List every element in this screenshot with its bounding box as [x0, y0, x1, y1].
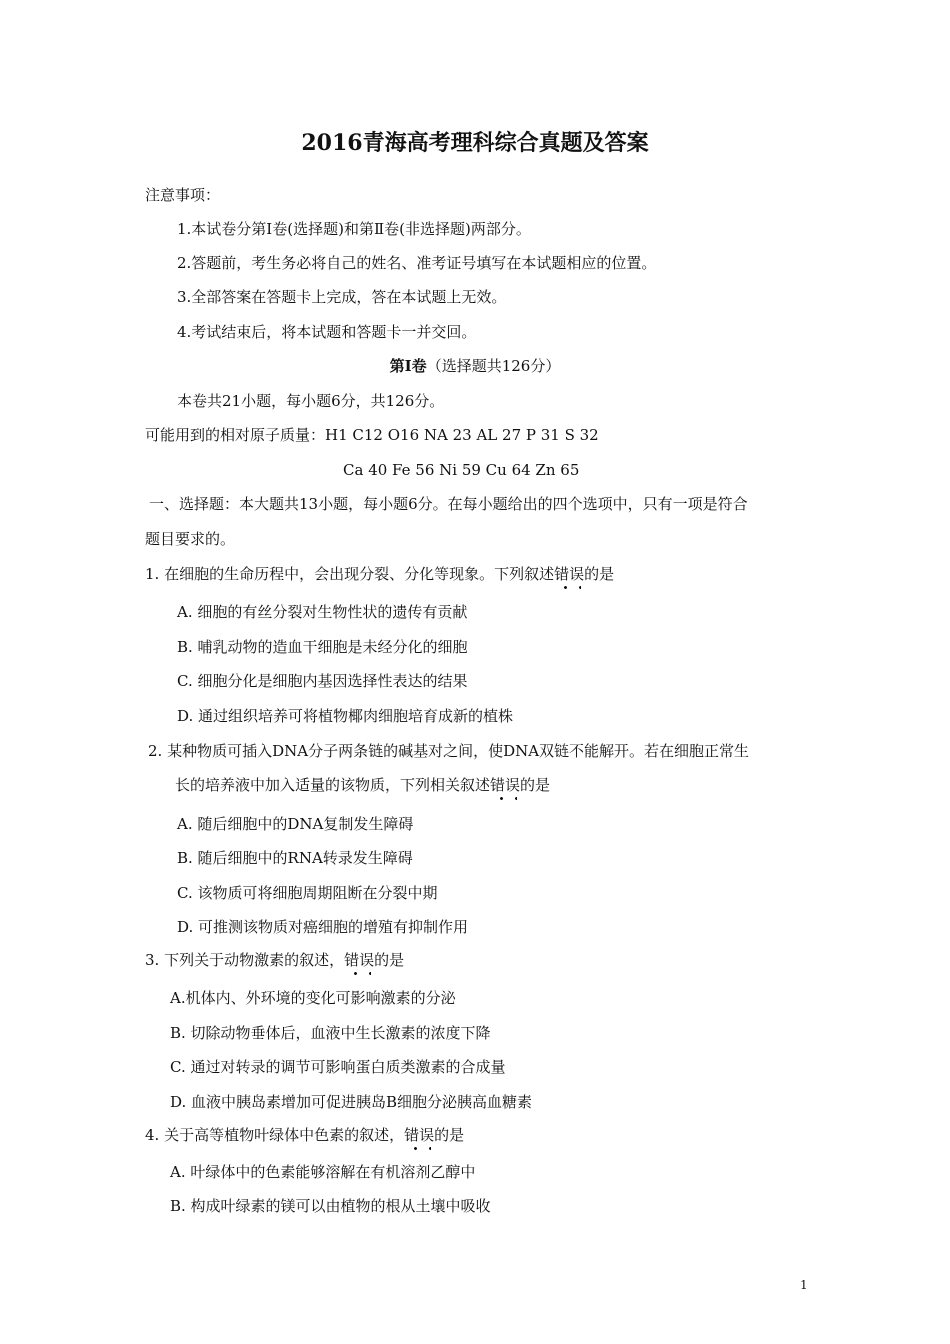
section-intro: 本卷共21小题，每小题6分，共126分。	[177, 392, 445, 410]
question-stem	[145, 1125, 464, 1145]
option: C. 该物质可将细胞周期阻断在分裂中期	[177, 884, 438, 902]
stem-text: 的是	[520, 776, 551, 794]
option: A. 随后细胞中的DNA复制发生障碍	[177, 815, 414, 833]
option: A.机体内、外环境的变化可影响激素的分泌	[170, 989, 456, 1007]
section-title-rest: （选择题共126分）	[426, 357, 561, 375]
page-title: 2016青海高考理科综合真题及答案	[301, 130, 649, 156]
option: C. 细胞分化是细胞内基因选择性表达的结果	[177, 672, 468, 690]
option: B. 切除动物垂体后，血液中生长激素的浓度下降	[170, 1024, 491, 1042]
emphasis-word: 错误	[490, 776, 521, 794]
notice-item: 3.全部答案在答题卡上完成，答在本试题上无效。	[177, 288, 507, 306]
stem-text: 长的培养液中加入适量的该物质，下列相关叙述	[175, 776, 491, 794]
emphasis-word: 错误	[404, 1126, 435, 1144]
stem-text: 的是	[374, 951, 405, 969]
part-instructions: 一、选择题：本大题共13小题，每小题6分。在每小题给出的四个选项中，只有一项是符合	[149, 495, 748, 513]
option: B. 构成叶绿素的镁可以由植物的根从土壤中吸收	[170, 1197, 491, 1215]
option: A. 叶绿体中的色素能够溶解在有机溶剂乙醇中	[170, 1163, 476, 1181]
section-title	[0, 356, 950, 376]
part-instructions: 题目要求的。	[145, 530, 236, 548]
atomic-mass-line: Ca 40 Fe 56 Ni 59 Cu 64 Zn 65	[343, 461, 580, 479]
option: C. 通过对转录的调节可影响蛋白质类激素的合成量	[170, 1058, 506, 1076]
stem-text: 4. 关于高等植物叶绿体中色素的叙述，	[145, 1126, 405, 1144]
stem-text: 1. 在细胞的生命历程中，会出现分裂、分化等现象。下列叙述	[145, 565, 555, 583]
option: D. 血液中胰岛素增加可促进胰岛B细胞分泌胰高血糖素	[170, 1093, 533, 1111]
section-title-bold: 第Ⅰ卷	[389, 357, 427, 375]
question-stem: 2. 某种物质可插入DNA分子两条链的碱基对之间，使DNA双链不能解开。若在细胞正常生	[148, 742, 750, 760]
option: B. 哺乳动物的造血干细胞是未经分化的细胞	[177, 638, 468, 656]
option: D. 通过组织培养可将植物椰肉细胞培育成新的植株	[177, 707, 514, 725]
option: A. 细胞的有丝分裂对生物性状的遗传有贡献	[177, 603, 468, 621]
option: D. 可推测该物质对癌细胞的增殖有抑制作用	[177, 918, 469, 936]
emphasis-word: 错误	[554, 565, 585, 583]
option: B. 随后细胞中的RNA转录发生障碍	[177, 849, 413, 867]
question-stem	[175, 775, 550, 795]
emphasis-word: 错误	[344, 951, 375, 969]
atomic-mass-line: 可能用到的相对原子质量：H1 C12 O16 NA 23 AL 27 P 31 S 32	[145, 426, 599, 444]
notice-item: 4.考试结束后，将本试题和答题卡一并交回。	[177, 323, 477, 341]
notice-item: 1.本试卷分第Ⅰ卷(选择题)和第Ⅱ卷(非选择题)两部分。	[177, 220, 531, 238]
stem-text: 的是	[584, 565, 615, 583]
stem-text: 的是	[434, 1126, 465, 1144]
page-number: 1	[800, 1278, 808, 1292]
notice-item: 2.答题前，考生务必将自己的姓名、准考证号填写在本试题相应的位置。	[177, 254, 657, 272]
notice-heading: 注意事项：	[145, 186, 221, 204]
stem-text: 3. 下列关于动物激素的叙述，	[145, 951, 345, 969]
question-stem	[145, 950, 404, 970]
question-stem	[145, 564, 614, 584]
